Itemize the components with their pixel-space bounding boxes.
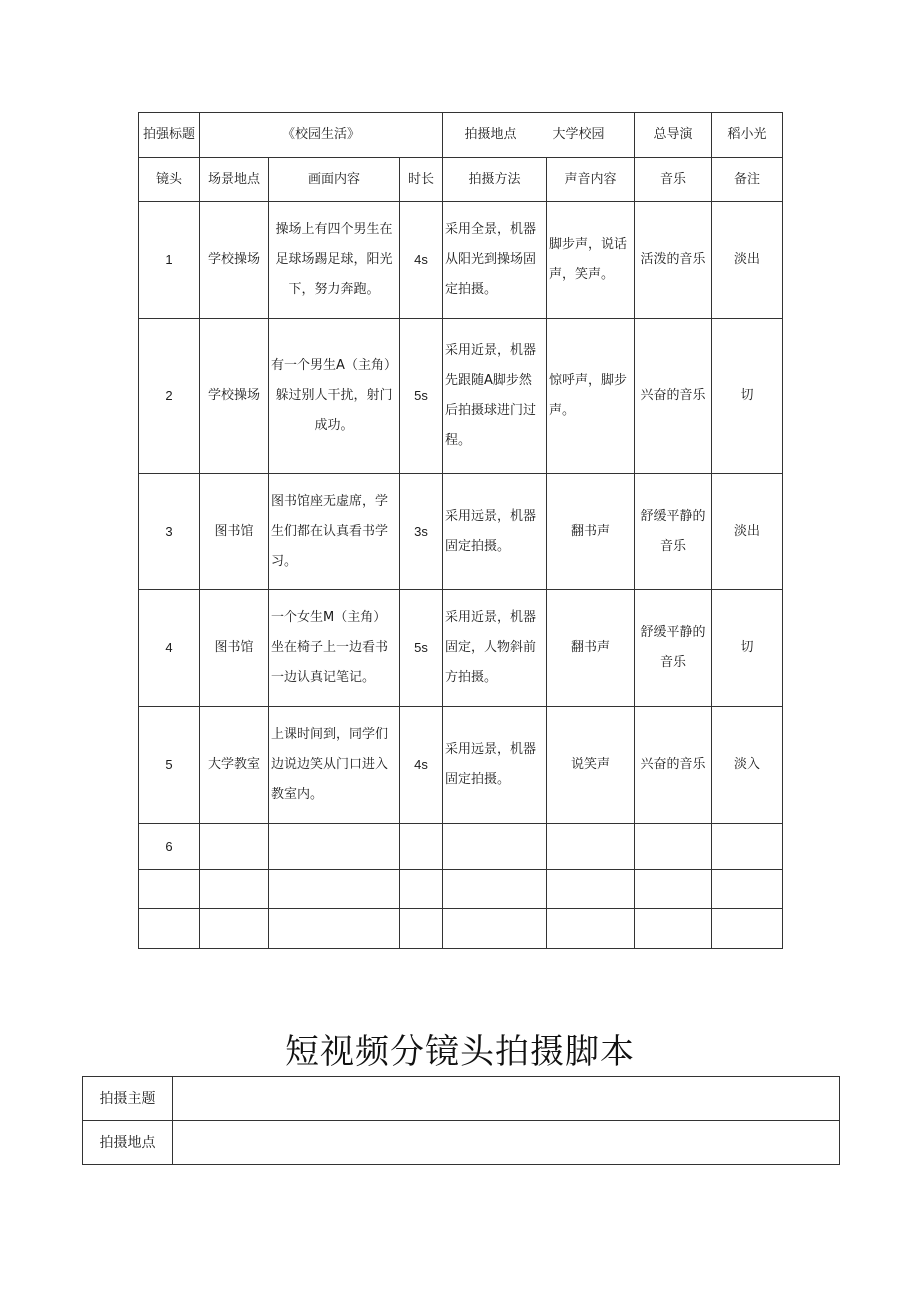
table-row (139, 707, 783, 824)
music: 舒缓平静的音乐 (635, 590, 712, 707)
note: 切 (712, 590, 783, 707)
director-value: 稻小光 (712, 113, 783, 158)
note: 切 (712, 319, 783, 474)
column-header: 拍摄方法 (443, 158, 547, 202)
duration: 5s (400, 590, 443, 707)
scene-place (200, 824, 269, 870)
script-form-table (82, 1076, 840, 1165)
table-row (139, 474, 783, 590)
scene-place: 学校操场 (200, 319, 269, 474)
duration (400, 824, 443, 870)
sound-content: 脚步声，说话声，笑声。 (547, 202, 635, 319)
scene-place: 图书馆 (200, 474, 269, 590)
duration: 5s (400, 319, 443, 474)
column-header: 场景地点 (200, 158, 269, 202)
scene-content: 上课时间到，同学们边说边笑从门口进入教室内。 (269, 707, 400, 824)
shooting-method: 采用远景，机器固定拍摄。 (443, 474, 547, 590)
sound-content: 说笑声 (547, 707, 635, 824)
column-header-row (139, 158, 783, 202)
scene-content: 图书馆座无虚席，学生们都在认真看书学习。 (269, 474, 400, 590)
storyboard-table (138, 112, 783, 949)
shot-number: 1 (139, 202, 200, 319)
form-row-place (83, 1121, 840, 1165)
title-value: 《校园生活》 (200, 113, 443, 158)
scene-place: 大学教室 (200, 707, 269, 824)
scene-content: 有一个男生A（主角）躲过别人干扰，射门 成功。 (269, 319, 400, 474)
table-row (139, 590, 783, 707)
music: 舒缓平静的音乐 (635, 474, 712, 590)
shot-number: 5 (139, 707, 200, 824)
duration: 4s (400, 707, 443, 824)
location-label: 拍摄地点 (464, 127, 517, 142)
empty-row (139, 909, 783, 949)
director-label: 总导演 (635, 113, 712, 158)
duration: 3s (400, 474, 443, 590)
column-header: 备注 (712, 158, 783, 202)
shooting-method: 采用近景，机器先跟随A脚步然后拍摄球进门过程。 (443, 319, 547, 474)
scene-content (269, 824, 400, 870)
table-row (139, 202, 783, 319)
shot-number: 2 (139, 319, 200, 474)
location-cell (443, 113, 635, 158)
shooting-method: 采用远景，机器固定拍摄。 (443, 707, 547, 824)
shot-number: 3 (139, 474, 200, 590)
scene-place: 图书馆 (200, 590, 269, 707)
empty-row (139, 870, 783, 909)
column-header: 音乐 (635, 158, 712, 202)
music: 兴奋的音乐 (635, 319, 712, 474)
column-header: 时长 (400, 158, 443, 202)
shot-number: 4 (139, 590, 200, 707)
note: 淡出 (712, 474, 783, 590)
shooting-method: 采用全景，机器从阳光到操场固定拍摄。 (443, 202, 547, 319)
shooting-method: 采用近景，机器固定，人物斜前方拍摄。 (443, 590, 547, 707)
table-row (139, 319, 783, 474)
topic-value (173, 1077, 840, 1121)
scene-place: 学校操场 (200, 202, 269, 319)
sound-content (547, 824, 635, 870)
sound-content: 惊呼声，脚步声。 (547, 319, 635, 474)
shot-number: 6 (139, 824, 200, 870)
place-label: 拍摄地点 (83, 1121, 173, 1165)
column-header: 镜头 (139, 158, 200, 202)
column-header: 画面内容 (269, 158, 400, 202)
sound-content: 翻书声 (547, 590, 635, 707)
sound-content: 翻书声 (547, 474, 635, 590)
scene-content: 一个女生M（主角）坐在椅子上一边看书一边认真记笔记。 (269, 590, 400, 707)
table-row (139, 824, 783, 870)
scene-content: 操场上有四个男生在足球场踢足球，阳光下，努力奔跑。 (269, 202, 400, 319)
note: 淡入 (712, 707, 783, 824)
duration: 4s (400, 202, 443, 319)
location-value: 大学校园 (552, 127, 605, 142)
title-label: 拍强标题 (139, 113, 200, 158)
document-title: 短视频分镜头拍摄脚本 (285, 1032, 635, 1072)
music (635, 824, 712, 870)
form-row-topic (83, 1077, 840, 1121)
music: 活泼的音乐 (635, 202, 712, 319)
column-header: 声音内容 (547, 158, 635, 202)
storyboard-info-row (139, 113, 783, 158)
shooting-method (443, 824, 547, 870)
topic-label: 拍摄主题 (83, 1077, 173, 1121)
place-value (173, 1121, 840, 1165)
note: 淡出 (712, 202, 783, 319)
music: 兴奋的音乐 (635, 707, 712, 824)
note (712, 824, 783, 870)
